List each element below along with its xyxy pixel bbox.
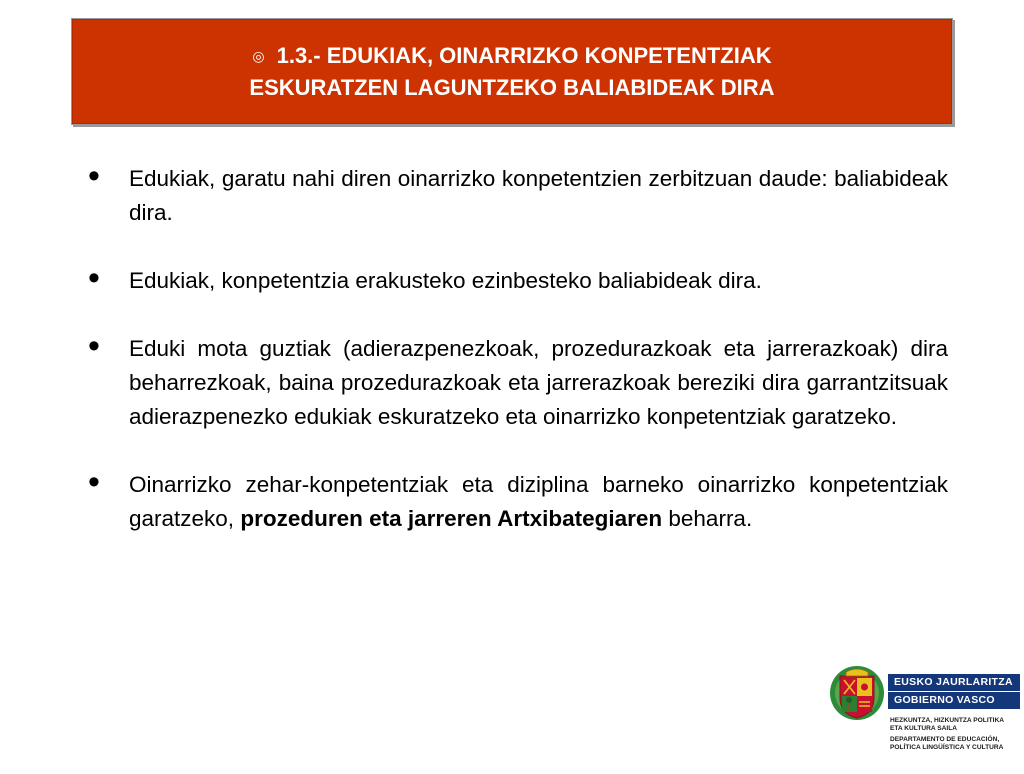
department-es-line-1: DEPARTAMENTO DE EDUCACIÓN,	[890, 736, 1000, 743]
title-text-line-2: ESKURATZEN LAGUNTZEKO BALIABIDEAK DIRA	[249, 74, 775, 100]
bullet-item-1	[88, 157, 948, 230]
bullet-marker: •	[88, 157, 100, 195]
bullet-marker: •	[88, 463, 100, 501]
bullet-text: Edukiak, konpetentzia erakusteko ezinbesteko baliabideak dira.	[129, 268, 762, 293]
department-eu-line-2: ETA KULTURA SAILA	[890, 725, 958, 732]
bullet-marker: •	[88, 327, 100, 365]
logo-text-euskera: EUSKO JAURLARITZA	[888, 674, 1020, 691]
title-line-1	[252, 40, 771, 72]
bullet-text: Eduki mota guztiak (adierazpenezkoak, prozedurazkoak eta jarrerazkoak) dira beharrezkoak, baina prozedurazkoak eta jarrerazkoak bereziki dira garrantzitsuak adierazpenezko edukiak eskuratzeko eta oinarrizko konpetentziak garatzeko.	[129, 336, 948, 429]
bullet-text-bold: prozeduren eta jarreren Artxibategiaren	[240, 506, 663, 531]
bullet-item-3	[88, 327, 948, 434]
title-line-2	[249, 72, 774, 104]
bullet-list	[88, 157, 948, 536]
department-name-euskera	[890, 717, 1022, 733]
bullet-text	[129, 468, 948, 536]
title-text-line-1: 1.3.- EDUKIAK, OINARRIZKO KONPETENTZIAK	[276, 42, 772, 68]
bullet-text-plain: Oinarrizko zehar-konpetentziak eta diziplina barneko oinarrizko konpetentziak garatzeko,	[129, 472, 948, 531]
bullet-item-2	[88, 259, 948, 298]
bullet-item-4	[88, 463, 948, 536]
department-name-castellano	[890, 736, 1022, 752]
department-es-line-2: POLÍTICA LINGÜÍSTICA Y CULTURA	[890, 744, 1004, 751]
bullet-text-end: beharra.	[662, 506, 753, 531]
bullet-marker: •	[88, 259, 100, 297]
target-bullet-icon: ◎	[252, 47, 265, 64]
slide-title-box	[72, 19, 952, 124]
bullet-text: Edukiak, garatu nahi diren oinarrizko konpetentzien zerbitzuan daude: baliabideak dira.	[129, 166, 948, 225]
department-eu-line-1: HEZKUNTZA, HIZKUNTZA POLITIKA	[890, 717, 1005, 724]
basque-coat-of-arms-emblem	[828, 662, 886, 722]
eusko-jaurlaritza-logo	[828, 662, 1020, 762]
logo-text-castellano: GOBIERNO VASCO	[888, 692, 1020, 709]
